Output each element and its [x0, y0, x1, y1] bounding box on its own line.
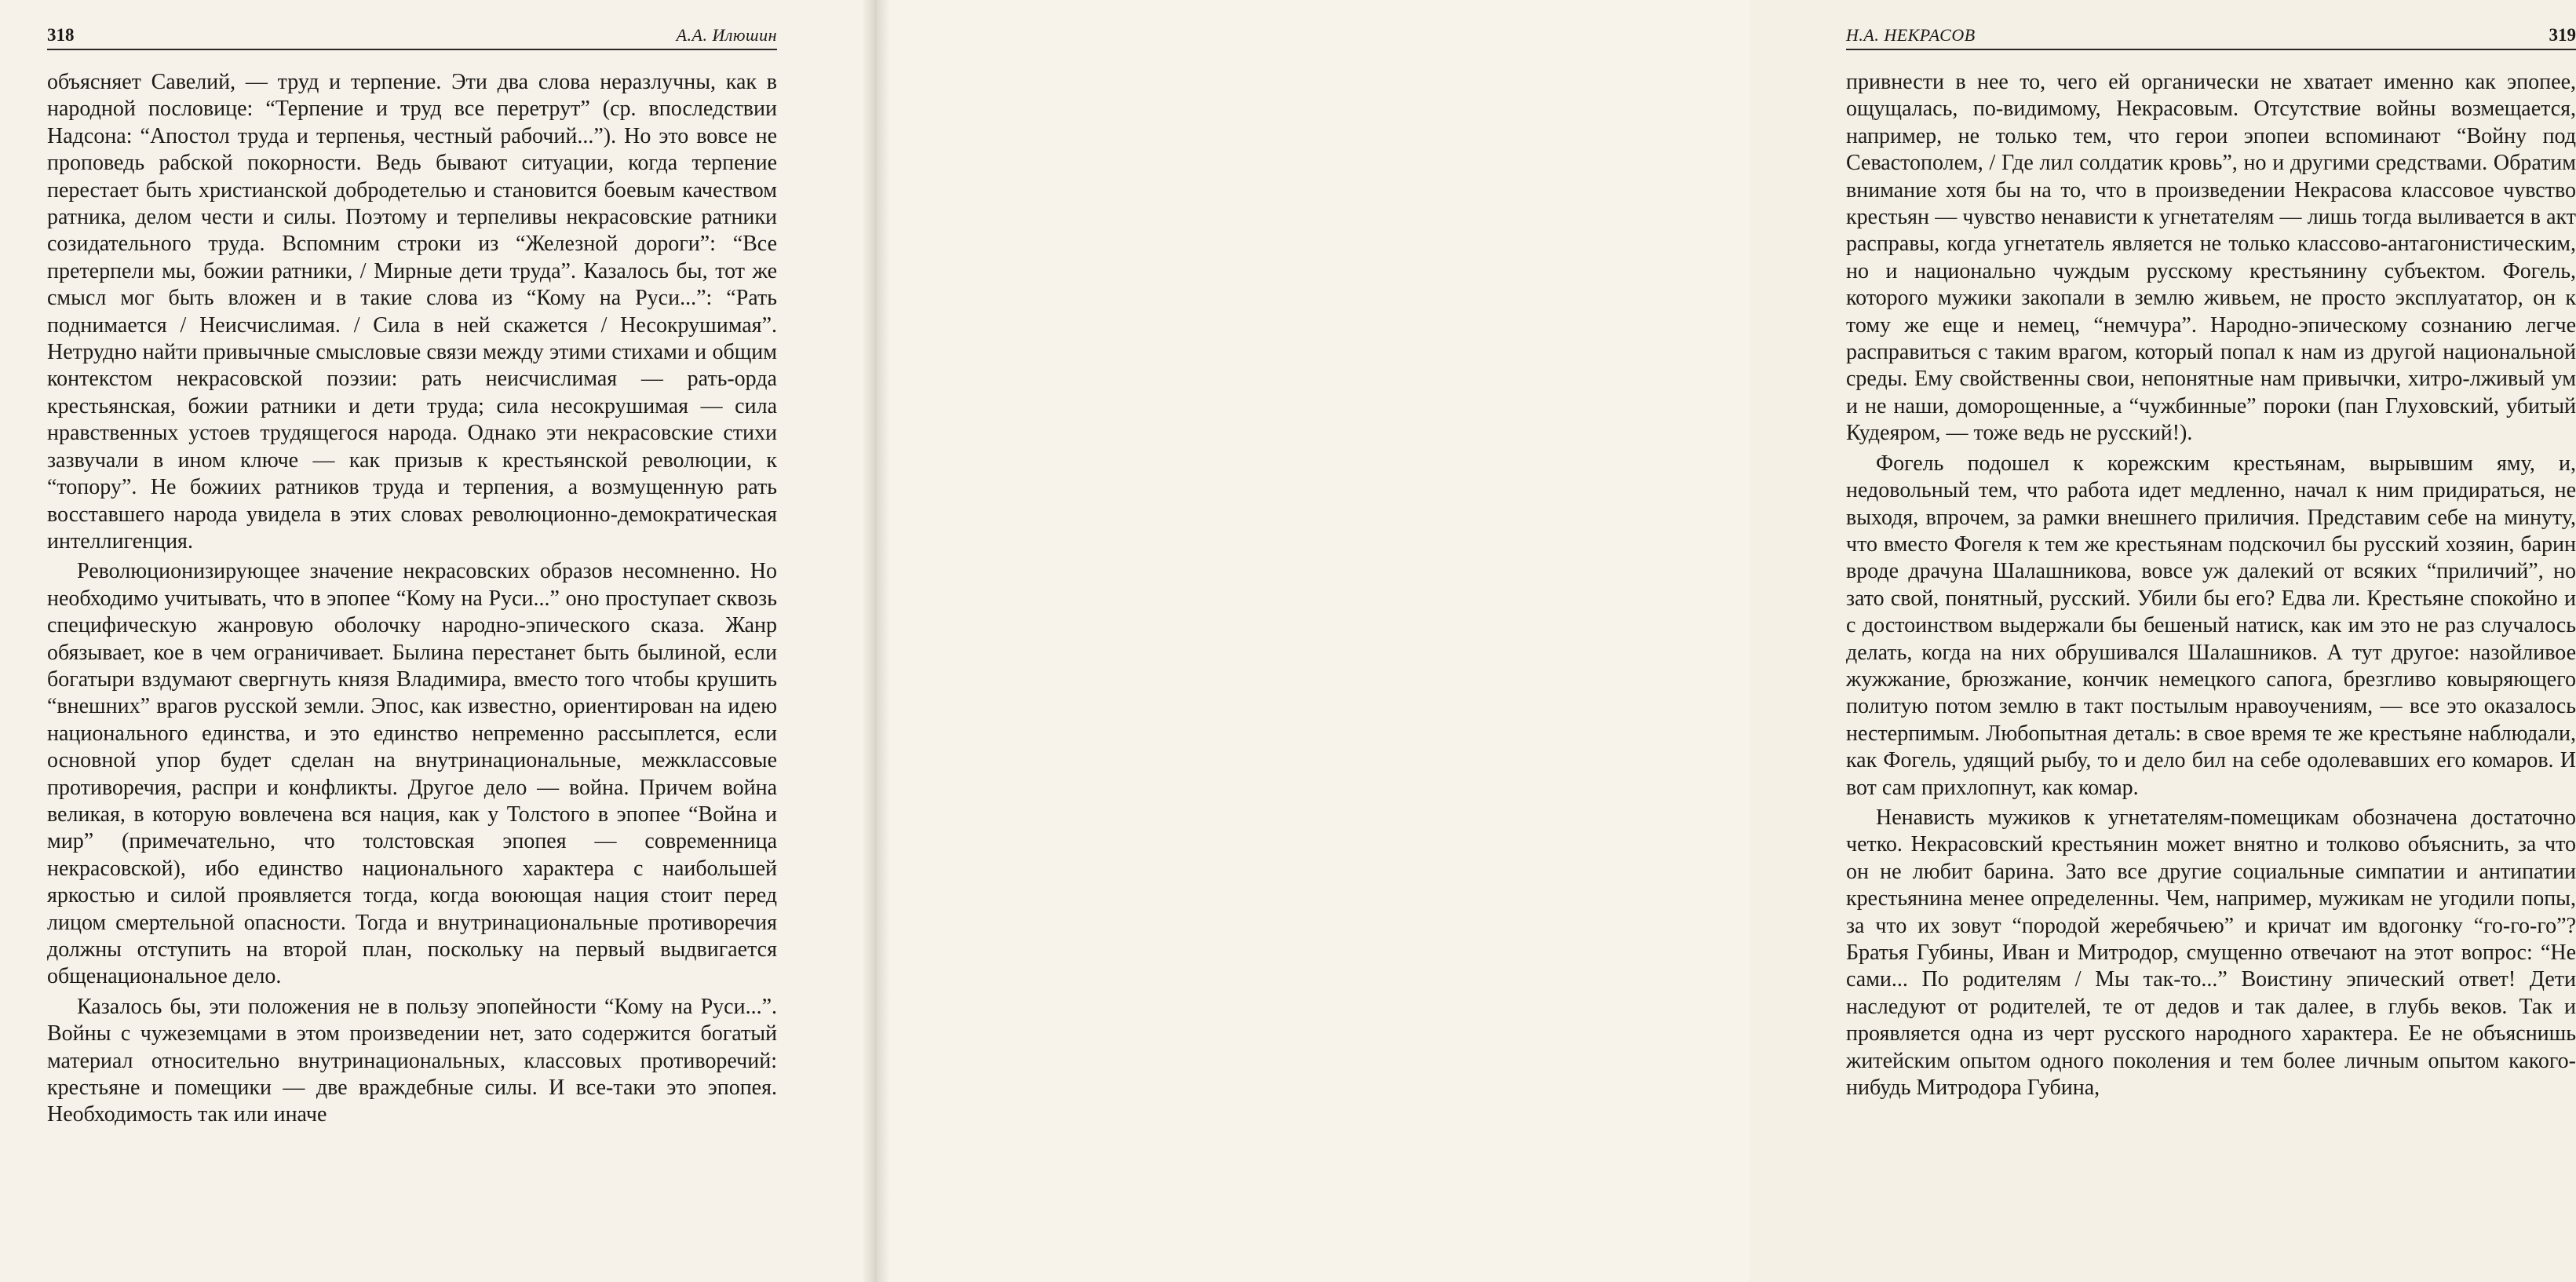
paragraph: Казалось бы, эти положения не в пользу эпопейности “Кому на Руси...”. Войны с чужеземцами в этом произведении нет, зато содержится богатый материал относительно внутринациональных, классовых противоречий: крестьяне и помещики — две враждебные силы. И все-таки это эпопея. Необходимость так или иначе [47, 994, 777, 1127]
paragraph: Фогель подошел к корежским крестьянам, вырывшим яму, и, недовольный тем, что работа идет медленно, начал к ним придираться, не выходя, впрочем, за рамки внешнего приличия. Представим себе на минуту, что вместо Фогеля к тем же крестьянам подскочил бы русский хозяин, барин вроде драчуна Шалашникова, вовсе уж далекий от всяких “приличий”, но зато свой, понятный, русский. Убили бы его? Едва ли. Крестьяне спокойно и с достоинством выдержали бы бешеный натиск, как им это не раз случалось делать, когда на них обрушивался Шалашников. А тут другое: назойливое жужжание, брюзжание, кончик немецкого сапога, брезгливо ковыряющего политую потом землю в такт постылым нравоучениям, — все это оказалось нестерпимым. Любопытная деталь: в свое время те же крестьяне наблюдали, как Фогель, удящий рыбу, то и дело бил на себе одолевавших его комаров. И вот сам прихлопнут, как комар. [1846, 451, 2576, 800]
paragraph: объясняет Савелий, — труд и терпение. Эти два слова неразлучны, как в народной пословице: “Терпение и труд все перетрут” (ср. впоследствии Надсона: “Апостол труда и терпенья, честный рабочий...”). Но это вовсе не проповедь рабской покорности. Ведь бывают ситуации, когда терпение перестает быть христианской добродетелью и становится боевым качеством ратника, делом чести и силы. Поэтому и терпеливы некрасовские ратники созидательного труда. Вспомним строки из “Железной дороги”: “Все претерпели мы, божии ратники, / Мирные дети труда”. Казалось бы, тот же смысл мог быть вложен и в такие слова из “Кому на Руси...”: “Рать поднимается / Неисчислимая. / Сила в ней скажется / Несокрушимая”. Нетрудно найти привычные смысловые связи между этими стихами и общим контекстом некрасовской поэзии: рать неисчислимая — рать-орда крестьянская, божии ратники и дети труда; сила несокрушимая — сила нравственных устоев трудящегося народа. Однако эти некрасовские стихи зазвучали в ином ключе — как призыв к крестьянской революции, к “топору”. Не божиих ратников труда и терпения, а возмущенную рать восставшего народа увидела в этих словах революционно-демократическая интеллигенция. [47, 70, 777, 553]
running-head-author: А.А. Илюшин [676, 25, 777, 45]
page-number: 319 [2549, 25, 2576, 45]
right-page [874, 0, 2576, 1282]
right-page-body [1846, 69, 2576, 1101]
page-number: 318 [47, 25, 75, 45]
running-head-title: Н.А. НЕКРАСОВ [1846, 25, 1976, 45]
left-page [0, 0, 874, 1282]
right-page-header [1846, 22, 2576, 50]
left-page-body [47, 69, 777, 1129]
paragraph: Революционизирующее значение некрасовских образов несомненно. Но необходимо учитывать, что в эпопее “Кому на Руси...” оно проступает сквозь специфическую жанровую оболочку народно-эпического сказа. Жанр обязывает, кое в чем ограничивает. Былина перестанет быть былиной, если богатыри вздумают свергнуть князя Владимира, вместо того чтобы крушить “внешних” врагов русской земли. Эпос, как известно, ориентирован на идею национального единства, и это единство непременно рассыплется, если основной упор будет сделан на внутринациональные, межклассовые противоречия, распри и конфликты. Другое дело — война. Причем война великая, в которую вовлечена вся нация, как у Толстого в эпопее “Война и мир” (примечательно, что толстовская эпопея — современница некрасовской), ибо единство национального характера с наибольшей яркостью и силой проявляется тогда, когда воюющая нация стоит перед лицом смертельной опасности. Тогда и внутринациональные противоречия должны отступить на второй план, поскольку на первый выдвигается общенациональное дело. [47, 559, 777, 989]
left-page-header [47, 22, 777, 50]
paragraph: привнести в нее то, чего ей органически не хватает именно как эпопее, ощущалась, по-видимому, Некрасовым. Отсутствие войны возмещается, например, не только тем, что герои эпопеи вспоминают “Войну под Севастополем, / Где лил солдатик кровь”, но и другими средствами. Обратим внимание хотя бы на то, что в произведении Некрасова классовое чувство крестьян — чувство ненависти к угнетателям — лишь тогда выливается в акт расправы, когда угнетатель является не только классово-антагонистическим, но и национально чуждым русскому крестьянину субъектом. Фогель, которого мужики закопали в землю живьем, не просто эксплуататор, он к тому же еще и немец, “немчура”. Народно-эпическому сознанию легче расправиться с таким врагом, который попал к нам из другой национальной среды. Ему свойственны свои, непонятные нам привычки, хитро-лживый ум и не наши, доморощенные, а “чужбинные” пороки (пан Глуховский, убитый Кудеяром, — тоже ведь не русский!). [1846, 70, 2576, 446]
paragraph: Ненависть мужиков к угнетателям-помещикам обозначена достаточно четко. Некрасовский крестьянин может внятно и толково объяснить, за что он не любит барина. Зато все другие социальные симпатии и антипатии крестьянина менее определенны. Чем, например, мужикам не угодили попы, за что их зовут “породой жеребячьею” и кричат им вдогонку “го-го-го”? Братья Губины, Иван и Митродор, смущенно отвечают на этот вопрос: “Не сами... По родителям / Мы так-то...” Воистину эпический ответ! Дети наследуют от родителей, те от дедов и так далее, в глубь веков. Так и проявляется одна из черт русского народного характера. Ее не объяснишь житейским опытом одного поколения и тем более личным опытом какого-нибудь Митродора Губина, [1846, 805, 2576, 1101]
